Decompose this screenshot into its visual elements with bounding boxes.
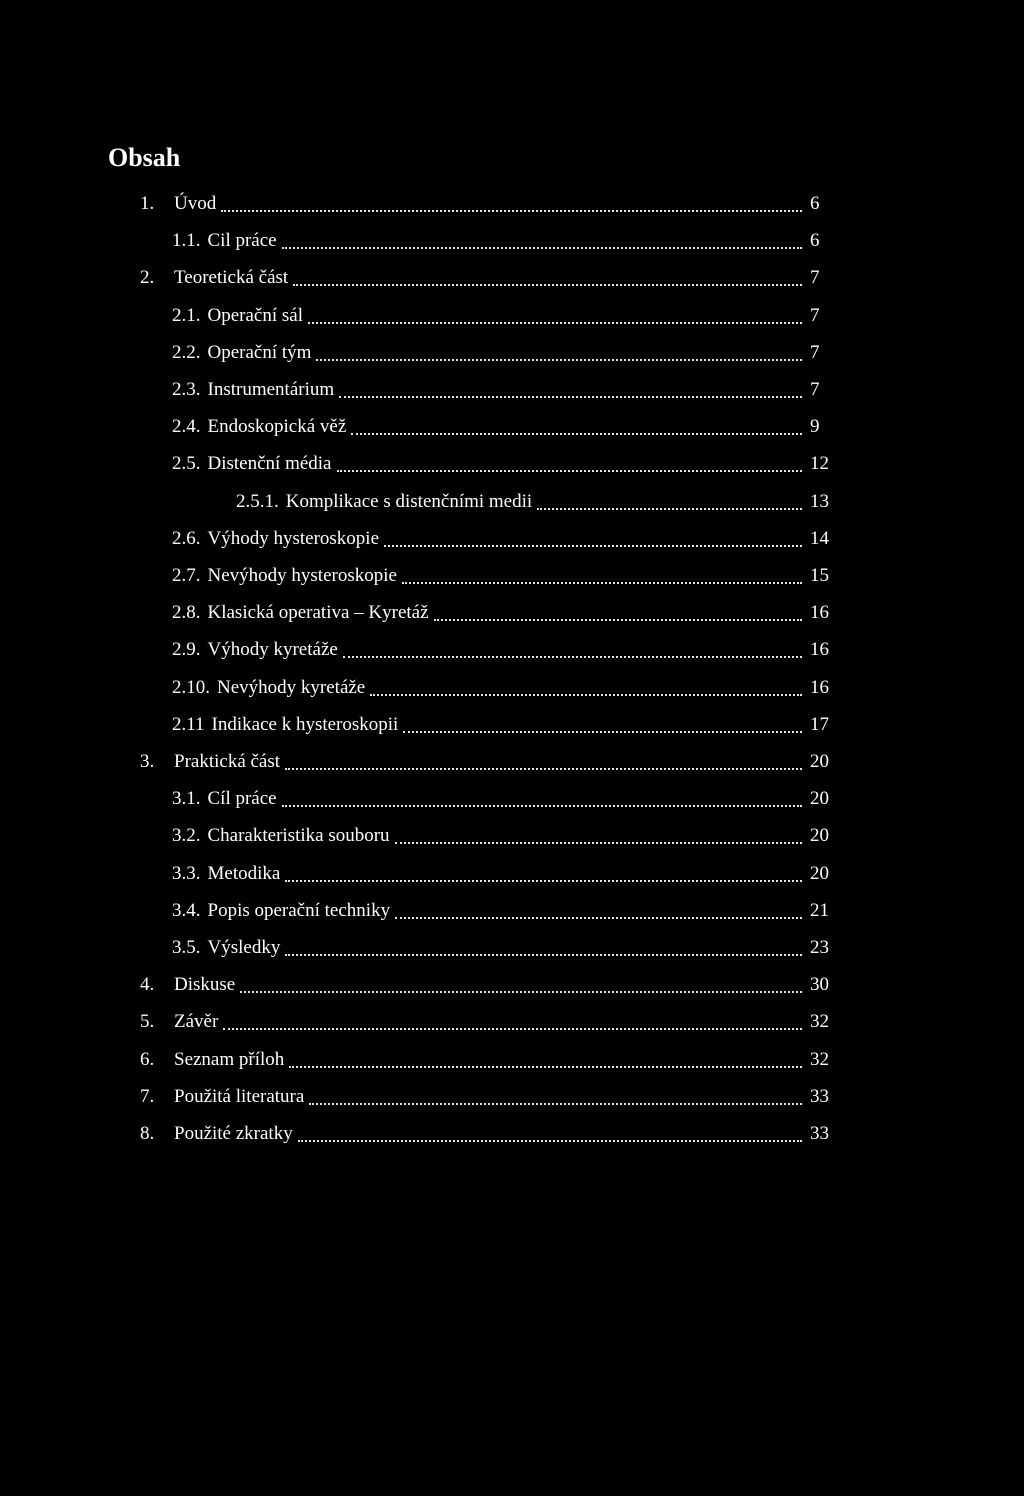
toc-entry-title: Použitá literatura <box>174 1085 305 1107</box>
toc-entry-number: 2.3. <box>172 379 201 400</box>
toc-entry-title: Operační tým <box>207 341 312 363</box>
toc-entry-title: Praktická část <box>174 751 281 772</box>
toc-entry-number: 2.2. <box>172 341 201 363</box>
toc-entry-title: Výhody hysteroskopie <box>207 527 380 549</box>
toc-entry-number: 1. <box>140 193 155 214</box>
toc-entry[interactable] <box>0 632 1024 668</box>
toc-entry-number: 3. <box>140 751 155 772</box>
toc-entry[interactable] <box>0 781 1024 817</box>
toc-entry-title: Cil práce <box>207 230 277 252</box>
toc-entry-page: 20 <box>810 751 829 772</box>
toc-entry-page: 13 <box>810 490 829 512</box>
toc-entry-number: 8. <box>140 1123 155 1144</box>
toc-entry-page: 14 <box>810 527 829 549</box>
toc-entry-page: 23 <box>810 937 829 958</box>
toc-dot-leader <box>370 694 802 696</box>
toc-dot-leader <box>309 1103 802 1105</box>
toc-entry-page: 16 <box>810 676 829 698</box>
toc-entry-title: Endoskopická věž <box>207 416 347 438</box>
toc-entry-title: Indikace k hysteroskopii <box>211 713 399 735</box>
toc-entry-title: Komplikace s distenčními medii <box>285 490 533 512</box>
toc-entry-number: 7. <box>140 1085 155 1107</box>
toc-entry-page: 33 <box>810 1085 829 1107</box>
toc-entry-page: 21 <box>810 899 829 921</box>
toc-entry-page: 15 <box>810 565 829 586</box>
toc-entry-page: 6 <box>810 193 820 214</box>
toc-entry[interactable] <box>0 521 1024 557</box>
toc-dot-leader <box>402 582 802 584</box>
toc-entry-page: 12 <box>810 453 829 475</box>
toc-entry-number: 2.9. <box>172 639 201 661</box>
toc-entry-number: 3.1. <box>172 788 201 810</box>
toc-entry[interactable] <box>0 372 1024 408</box>
toc-entry-number: 2.10. <box>172 676 210 698</box>
toc-entry-title: Diskuse <box>174 974 236 996</box>
toc-entry-title: Použité zkratky <box>174 1123 293 1144</box>
toc-entry-title: Úvod <box>174 193 217 214</box>
toc-entry-number: 2.7. <box>172 565 201 586</box>
toc-entry-number: 3.4. <box>172 899 201 921</box>
toc-entry[interactable] <box>0 1004 1024 1040</box>
toc-entry[interactable] <box>0 1042 1024 1078</box>
toc-dot-leader <box>537 508 802 510</box>
toc-entry-number: 2.4. <box>172 416 201 438</box>
toc-dot-leader <box>285 954 802 956</box>
toc-entry[interactable] <box>0 1116 1024 1152</box>
toc-dot-leader <box>289 1066 802 1068</box>
toc-entry-page: 7 <box>810 304 820 326</box>
toc-entry-page: 16 <box>810 639 829 661</box>
toc-dot-leader <box>285 768 802 770</box>
toc-entry-page: 20 <box>810 862 829 884</box>
toc-entry-page: 7 <box>810 341 820 363</box>
toc-dot-leader <box>395 917 802 919</box>
toc-entry-title: Operační sál <box>207 304 303 326</box>
toc-entry-title: Distenční média <box>207 453 332 475</box>
toc-entry-number: 4. <box>140 974 155 996</box>
toc-entry-page: 7 <box>810 267 820 289</box>
toc-entry[interactable] <box>0 707 1024 743</box>
toc-dot-leader <box>298 1140 802 1142</box>
toc-entry-title: Výsledky <box>207 937 281 958</box>
toc-entry-page: 9 <box>810 416 820 438</box>
toc-entry-title: Seznam příloh <box>174 1048 285 1070</box>
toc-entry-page: 32 <box>810 1011 829 1033</box>
toc-dot-leader <box>223 1028 802 1030</box>
toc-dot-leader <box>282 247 802 249</box>
toc-entry-number: 2. <box>140 267 155 289</box>
toc-entry-title: Metodika <box>207 862 281 884</box>
toc-entry[interactable] <box>0 856 1024 892</box>
toc-entry-page: 16 <box>810 602 829 624</box>
toc-entry[interactable] <box>0 446 1024 482</box>
toc-entry-page: 33 <box>810 1123 829 1144</box>
toc-dot-leader <box>339 396 802 398</box>
toc-entry-title: Výhody kyretáže <box>207 639 338 661</box>
toc-entry-title: Instrumentárium <box>207 379 335 400</box>
toc-entry-title: Popis operační techniky <box>207 899 391 921</box>
page-title: Obsah <box>108 143 181 172</box>
toc-entry-number: 3.5. <box>172 937 201 958</box>
toc-entry[interactable] <box>0 186 1024 222</box>
toc-entry-title: Nevýhody hysteroskopie <box>207 565 397 586</box>
toc-entry-number: 2.6. <box>172 527 201 549</box>
toc-entry-number: 3.3. <box>172 862 201 884</box>
toc-entry[interactable] <box>0 298 1024 334</box>
toc-entry-title: Charakteristika souboru <box>207 825 390 847</box>
toc-entry-title: Nevýhody kyretáže <box>217 676 366 698</box>
toc-entry-page: 20 <box>810 825 829 847</box>
toc-entry-number: 2.5. <box>172 453 201 475</box>
toc-entry-number: 5. <box>140 1011 155 1033</box>
toc-entry[interactable] <box>0 335 1024 371</box>
toc-dot-leader <box>282 805 802 807</box>
toc-entry-number: 3.2. <box>172 825 201 847</box>
toc-entry-number: 2.5.1. <box>236 490 279 512</box>
toc-dot-leader <box>308 322 802 324</box>
toc-dot-leader <box>395 842 802 844</box>
toc-entry[interactable] <box>0 930 1024 966</box>
toc-entry[interactable] <box>0 484 1024 520</box>
toc-dot-leader <box>351 433 802 435</box>
toc-entry[interactable] <box>0 409 1024 445</box>
toc-dot-leader <box>337 470 803 472</box>
toc-entry[interactable] <box>0 1079 1024 1115</box>
toc-entry-title: Klasická operativa – Kyretáž <box>207 602 429 624</box>
toc-entry-page: 30 <box>810 974 829 996</box>
toc-entry[interactable] <box>0 893 1024 929</box>
toc-dot-leader <box>343 656 802 658</box>
toc-entry-number: 2.8. <box>172 602 201 624</box>
toc-entry-number: 2.1. <box>172 304 201 326</box>
toc-dot-leader <box>240 991 802 993</box>
toc-entry[interactable] <box>0 670 1024 706</box>
toc-entry[interactable] <box>0 967 1024 1003</box>
toc-dot-leader <box>221 210 802 212</box>
toc-entry-number: 2.11 <box>172 713 205 735</box>
toc-entry-page: 17 <box>810 713 829 735</box>
toc-dot-leader <box>285 880 802 882</box>
toc-dot-leader <box>403 731 802 733</box>
toc-entry-page: 32 <box>810 1048 829 1070</box>
toc-entry[interactable] <box>0 260 1024 296</box>
toc-entry-title: Teoretická část <box>174 267 289 289</box>
toc-entry[interactable] <box>0 223 1024 259</box>
toc-entry-title: Závěr <box>174 1011 219 1033</box>
toc-entry[interactable] <box>0 744 1024 780</box>
toc-dot-leader <box>434 619 802 621</box>
toc-entry[interactable] <box>0 818 1024 854</box>
toc-dot-leader <box>384 545 802 547</box>
toc-entry[interactable] <box>0 558 1024 594</box>
toc-entry-number: 6. <box>140 1048 155 1070</box>
toc-entry-page: 6 <box>810 230 820 252</box>
toc-dot-leader <box>316 359 802 361</box>
toc-dot-leader <box>293 284 802 286</box>
toc-entry-number: 1.1. <box>172 230 201 252</box>
toc-entry-page: 7 <box>810 379 820 400</box>
toc-entry-page: 20 <box>810 788 829 810</box>
toc-entry-title: Cíl práce <box>207 788 277 810</box>
toc-entry[interactable] <box>0 595 1024 631</box>
